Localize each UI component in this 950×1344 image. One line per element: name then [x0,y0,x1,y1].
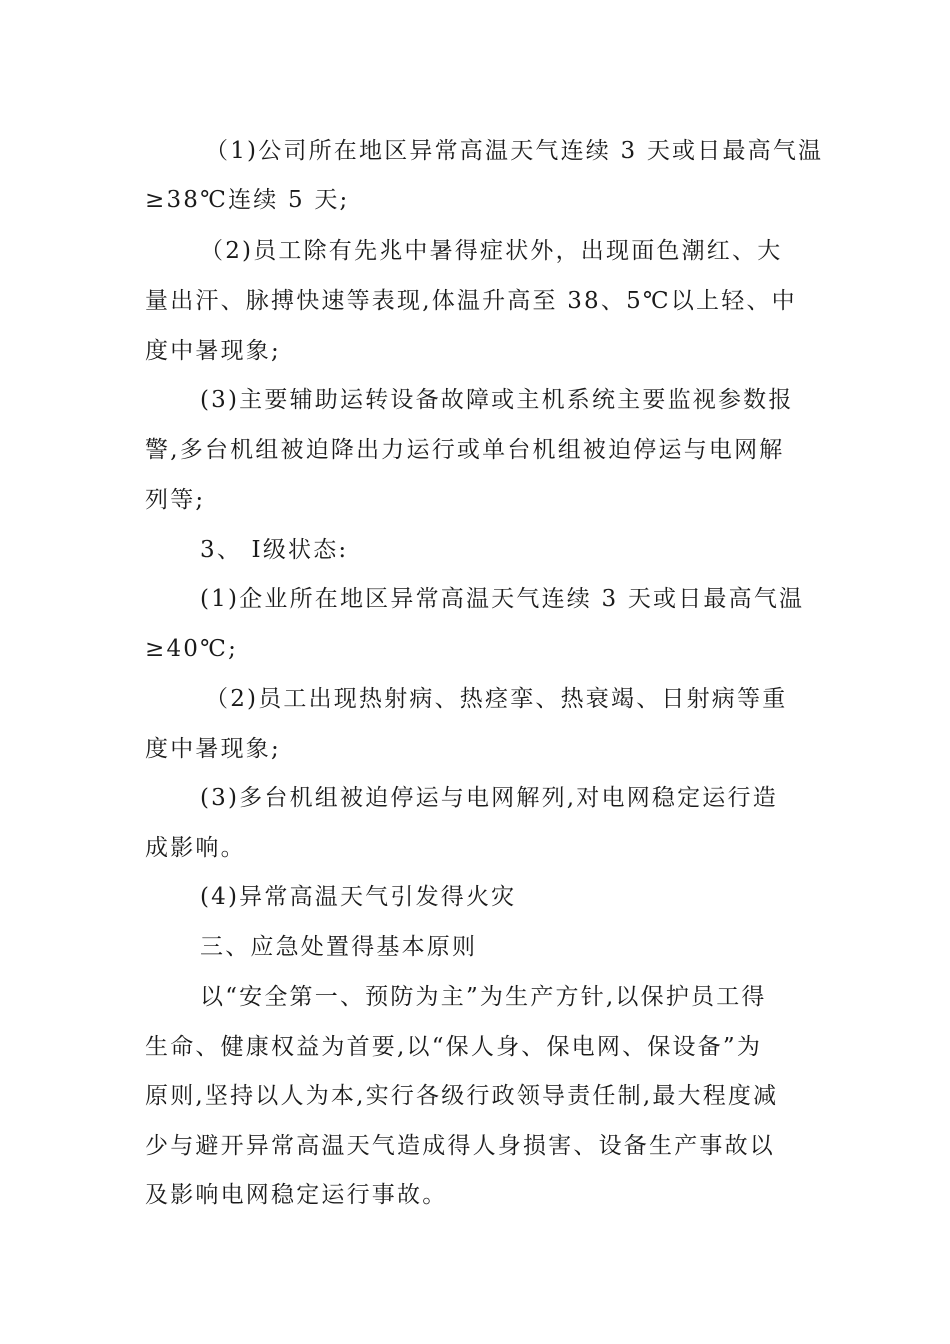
paragraph-line: 少与避开异常高温天气造成得人身损害、设备生产事故以 [145,1133,775,1159]
paragraph-line: (4)异常高温天气引发得火灾 [200,884,517,910]
paragraph-line: ≥38℃连续 5 天; [145,187,350,213]
paragraph-line: 列等; [145,487,206,513]
paragraph-line: 度中暑现象; [145,338,281,364]
paragraph-line: (3)多台机组被迫停运与电网解列,对电网稳定运行造 [200,785,778,811]
section-heading: 三、应急处置得基本原则 [200,934,478,960]
paragraph-line: 度中暑现象; [145,736,281,762]
paragraph-line: (1)企业所在地区异常高温天气连续 3 天或日最高气温 [200,586,805,612]
paragraph-line: 以“安全第一、预防为主”为生产方针,以保护员工得 [200,984,767,1010]
paragraph-line: （2)员工除有先兆中暑得症状外，出现面色潮红、大 [200,238,783,264]
paragraph-line: (3)主要辅助运转设备故障或主机系统主要监视参数报 [200,387,794,413]
section-heading: 3、 Ⅰ级状态: [200,537,349,563]
paragraph-line: 生命、健康权益为首要,以“保人身、保电网、保设备”为 [145,1034,763,1060]
paragraph-line: ≥40℃; [145,636,239,662]
paragraph-line: 及影响电网稳定运行事故。 [145,1182,448,1208]
paragraph-line: （2)员工出现热射病、热痉挛、热衰竭、日射病等重 [205,686,788,712]
paragraph-line: 量出汗、脉搏快速等表现,体温升高至 38、5℃以上轻、中 [145,288,797,314]
paragraph-line: 警,多台机组被迫降出力运行或单台机组被迫停运与电网解 [145,437,785,463]
paragraph-line: 原则,坚持以人为本,实行各级行政领导责任制,最大程度减 [145,1083,779,1109]
paragraph-line: （1)公司所在地区异常高温天气连续 3 天或日最高气温 [205,138,824,164]
paragraph-line: 成影响。 [145,835,246,861]
